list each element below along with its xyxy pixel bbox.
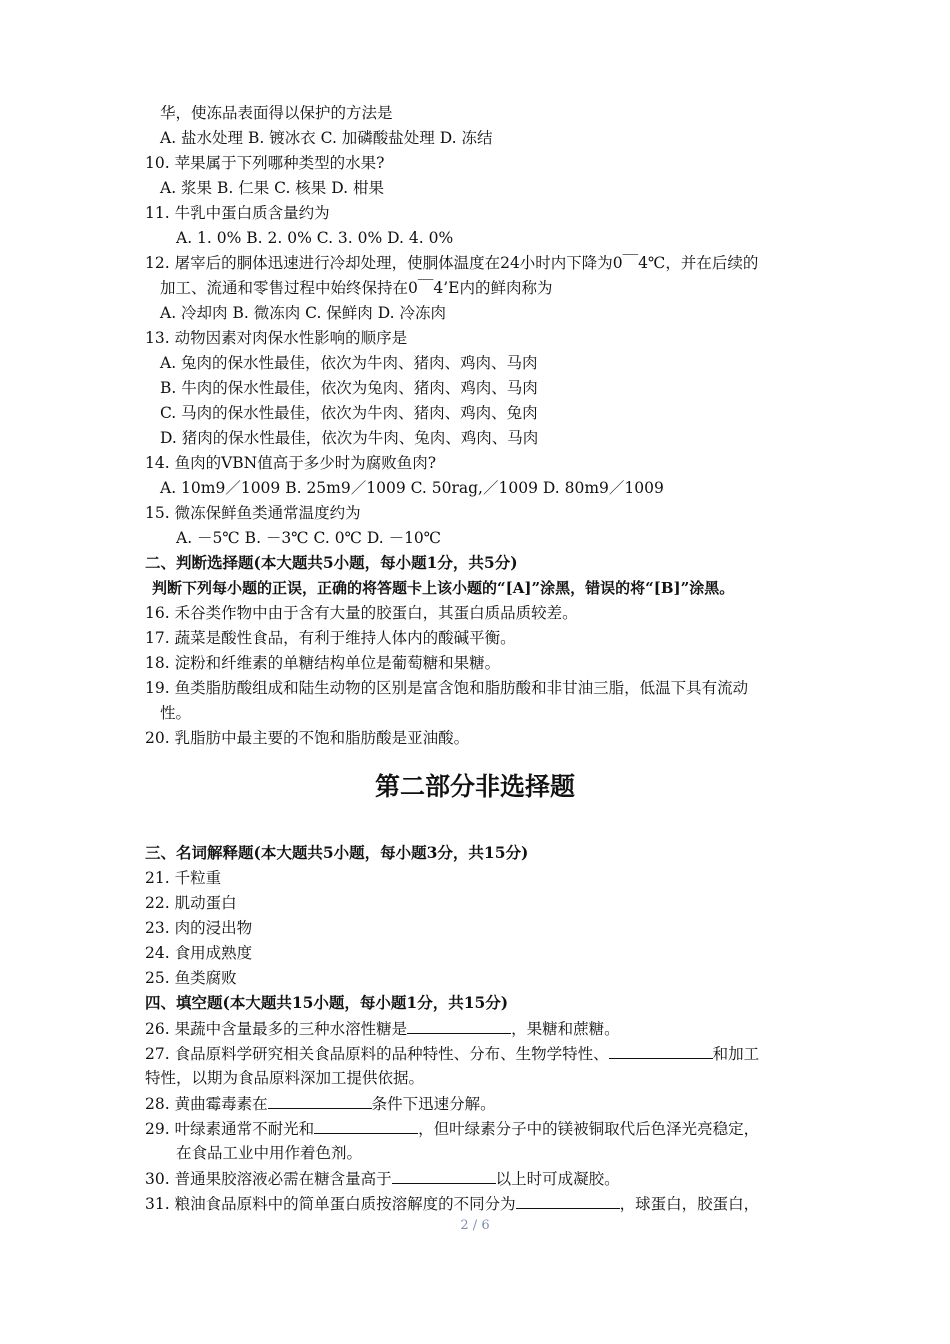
question-29-text-after: ，但叶绿素分子中的镁被铜取代后色泽光亮稳定，: [418, 1120, 760, 1138]
page-number: 2 / 6: [460, 1218, 490, 1233]
answer-blank[interactable]: [392, 1168, 496, 1184]
question-11: 11. 牛乳中蛋白质含量约为: [145, 204, 330, 222]
question-20: 20. 乳脂肪中最主要的不饱和脂肪酸是亚油酸。: [145, 729, 470, 747]
question-13-option-a: A. 兔肉的保水性最佳，依次为牛肉、猪肉、鸡肉、马肉: [160, 354, 538, 372]
question-19: 19. 鱼类脂肪酸组成和陆生动物的区别是富含饱和脂肪酸和非甘油三脂，低温下具有流动: [145, 679, 749, 697]
question-16: 16. 禾谷类作物中由于含有大量的胶蛋白，其蛋白质品质较差。: [145, 604, 578, 622]
question-29-continuation: 在食品工业中用作着色剂。: [176, 1144, 363, 1162]
question-27-continuation: 特性，以期为食品原料深加工提供依据。: [145, 1069, 425, 1087]
question-26-text-before: 26. 果蔬中含量最多的三种水溶性糖是: [145, 1020, 408, 1038]
question-13: 13. 动物因素对肉保水性影响的顺序是: [145, 329, 408, 347]
question-10: 10. 苹果属于下列哪种类型的水果?: [145, 154, 385, 172]
question-27-text-after: 和加工: [712, 1045, 760, 1063]
answer-blank[interactable]: [314, 1118, 418, 1134]
question-30: [145, 1168, 620, 1189]
section-2-instructions: 判断下列每小题的正误，正确的将答题卡上该小题的“[A]”涂黑，错误的将“[B]”涂黑。: [152, 579, 735, 597]
question-25: 25. 鱼类腐败: [145, 969, 237, 987]
question-15: 15. 微冻保鲜鱼类通常温度约为: [145, 504, 361, 522]
section-2-heading: 二、判断选择题(本大题共5小题，每小题1分，共5分): [145, 553, 518, 572]
answer-blank[interactable]: [609, 1043, 713, 1059]
question-9-continuation: 华，使冻品表面得以保护的方法是: [160, 104, 393, 122]
question-27-text-before: 27. 食品原料学研究相关食品原料的品种特性、分布、生物学特性、: [145, 1045, 609, 1063]
question-14: 14. 鱼肉的VBN值高于多少时为腐败鱼肉?: [145, 454, 437, 472]
answer-blank[interactable]: [268, 1093, 372, 1109]
question-28-text-after: 条件下迅速分解。: [371, 1095, 496, 1113]
answer-blank[interactable]: [516, 1193, 620, 1209]
question-21: 21. 千粒重: [145, 869, 222, 887]
question-10-options: A. 浆果 B. 仁果 C. 核果 D. 柑果: [160, 179, 384, 197]
question-31: [145, 1193, 759, 1214]
question-22: 22. 肌动蛋白: [145, 894, 237, 912]
question-26-text-after: ，果糖和蔗糖。: [511, 1020, 620, 1038]
section-4-heading: 四、填空题(本大题共15小题，每小题1分，共15分): [145, 993, 509, 1012]
question-13-option-c: C. 马肉的保水性最佳，依次为牛肉、猪肉、鸡肉、兔肉: [160, 404, 538, 422]
question-30-text-after: 以上时可成凝胶。: [495, 1170, 620, 1188]
question-13-option-d: D. 猪肉的保水性最佳，依次为牛肉、兔肉、鸡肉、马肉: [160, 429, 539, 447]
question-24: 24. 食用成熟度: [145, 944, 253, 962]
question-29: [145, 1118, 759, 1139]
question-30-text-before: 30. 普通果胶溶液必需在糖含量高于: [145, 1170, 392, 1188]
question-31-text-after: ，球蛋白，胶蛋白，: [619, 1195, 760, 1213]
question-18: 18. 淀粉和纤维素的单糖结构单位是葡萄糖和果糖。: [145, 654, 501, 672]
question-15-options: A. －5℃ B. －3℃ C. 0℃ D. －10℃: [176, 529, 442, 547]
question-31-text-before: 31. 粮油食品原料中的简单蛋白质按溶解度的不同分为: [145, 1195, 516, 1213]
question-29-text-before: 29. 叶绿素通常不耐光和: [145, 1120, 315, 1138]
section-3-heading: 三、名词解释题(本大题共5小题，每小题3分，共15分): [145, 843, 529, 862]
question-27: [145, 1043, 759, 1064]
question-12-continuation: 加工、流通和零售过程中始终保持在0￣4’E内的鲜肉称为: [160, 279, 553, 297]
question-26: [145, 1018, 620, 1039]
question-13-option-b: B. 牛肉的保水性最佳，依次为兔肉、猪肉、鸡肉、马肉: [160, 379, 538, 397]
question-28: [145, 1093, 496, 1114]
question-12: 12. 屠宰后的胴体迅速进行冷却处理，使胴体温度在24小时内下降为0￣4℃，并在后续的: [145, 254, 759, 272]
question-12-options: A. 冷却肉 B. 微冻肉 C. 保鲜肉 D. 冷冻肉: [160, 304, 446, 322]
answer-blank[interactable]: [407, 1018, 511, 1034]
question-14-options: A. 10m9／1009 B. 25m9／1009 C. 50rag,／1009 D. 80m9／1009: [160, 479, 664, 497]
question-23: 23. 肉的浸出物: [145, 919, 253, 937]
question-9-options: A. 盐水处理 B. 镀冰衣 C. 加磷酸盐处理 D. 冻结: [160, 129, 493, 147]
question-11-options: A. 1. 0% B. 2. 0% C. 3. 0% D. 4. 0%: [176, 229, 454, 247]
part-two-title: 第二部分非选择题: [374, 772, 575, 801]
question-17: 17. 蔬菜是酸性食品，有利于维持人体内的酸碱平衡。: [145, 629, 516, 647]
question-19-continuation: 性。: [160, 704, 192, 722]
question-28-text-before: 28. 黄曲霉毒素在: [145, 1095, 268, 1113]
